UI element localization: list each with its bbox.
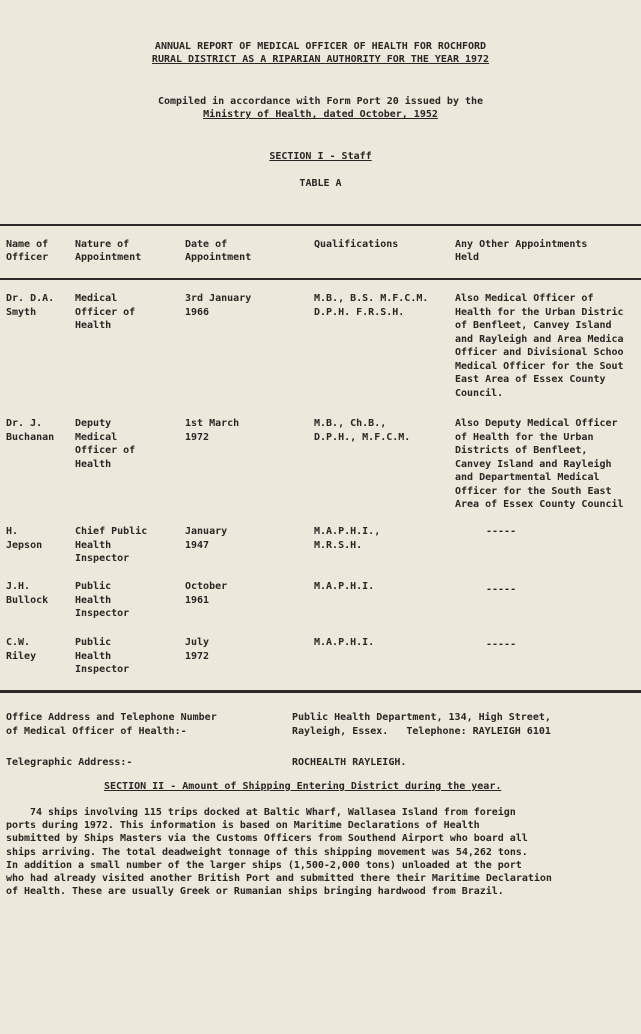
table-row-3-qualifications: M.A.P.H.I., M.R.S.H. [314,526,381,551]
shipping-paragraph-line: submitted by Ships Masters via the Customs Officers from Southend Airport who board all [6,833,528,845]
table-row-1-qualifications: M.B., B.S. M.F.C.M. D.P.H. F.R.S.H. [314,293,429,318]
table-row-4-name: J.H. Bullock [6,581,49,606]
column-header-name: Name of Officer [6,239,49,263]
shipping-paragraph-line: who had already visited another British Port and submitted there their Maritime Declaration [6,873,552,885]
table-top-rule [0,224,641,226]
column-header-date: Date of Appointment [185,239,252,263]
table-row-2-other: Also Deputy Medical Officer of Health for the Urban Districts of Benfleet, Canvey Island and Rayleigh and Departmental Medical Officer for the South East Area of Essex County Council [455,418,624,510]
compiled-note [0,95,641,121]
table-row-1-nature: Medical Officer of Health [75,293,136,331]
table-row-2-date: 1st March 1972 [185,418,240,443]
column-header-qualifications: Qualifications [314,239,399,250]
table-row-1-date: 3rd January 1966 [185,293,252,318]
compiled-note-line2: Ministry of Health, dated October, 1952 [203,109,438,120]
table-row-4-date: October 1961 [185,581,228,606]
table-row-4-other: ----- [486,584,517,595]
report-title-line1: ANNUAL REPORT OF MEDICAL OFFICER OF HEALTH FOR ROCHFORD [154,41,487,52]
table-row-2-nature: Deputy Medical Officer of Health [75,418,136,470]
table-header-rule [0,278,641,280]
table-row-5-other: ----- [486,639,517,650]
telegraphic-address-value: ROCHEALTH RAYLEIGH. [292,757,407,768]
table-row-3-name: H. Jepson [6,526,43,551]
table-row-5-nature: Public Health Inspector [75,637,130,675]
shipping-paragraph-line: ports during 1972. This information is based on Maritime Declarations of Health [6,820,480,832]
table-row-2-qualifications: M.B., Ch.B., D.P.H., M.F.C.M. [314,418,411,443]
compiled-note-line1: Compiled in accordance with Form Port 20 issued by the [157,96,484,107]
column-header-nature: Nature of Appointment [75,239,142,263]
shipping-paragraph-line: of Health. These are usually Greek or Rumanian ships bringing hardwood from Brazil. [6,886,504,898]
table-row-3-date: January 1947 [185,526,228,551]
shipping-paragraph-line: In addition a small number of the larger ships (1,500-2,000 tons) unloaded at the port [6,859,522,871]
shipping-paragraph-line: ships arriving. The total deadweight tonnage of this shipping movement was 54,262 tons. [6,846,528,858]
table-label: TABLE A [299,178,342,189]
table-row-5-qualifications: M.A.P.H.I. [314,637,375,648]
table-row-2-name: Dr. J. Buchanan [6,418,55,443]
section2-heading: SECTION II - Amount of Shipping Entering District during the year. [104,781,502,792]
report-title [0,40,641,66]
section1-heading: SECTION I - Staff [269,151,372,162]
table-bottom-rule [0,690,641,693]
office-address-value: Public Health Department, 134, High Street, Rayleigh, Essex. Telephone: RAYLEIGH 6101 [292,712,551,737]
table-row-1-other: Also Medical Officer of Health for the Urban Distric of Benfleet, Canvey Island and Rayleigh and Area Medica Officer and Divisional Schoo Medical Officer for the Sout East Area of Essex County Council. [455,293,624,399]
shipping-paragraph-line: 74 ships involving 115 trips docked at Baltic Wharf, Wallasea Island from foreign [6,807,516,818]
table-row-3-other: ----- [486,526,517,537]
telegraphic-address-label: Telegraphic Address:- [6,757,133,768]
column-header-other: Any Other Appointments Held [455,239,588,263]
table-row-4-qualifications: M.A.P.H.I. [314,581,375,592]
office-address-label: Office Address and Telephone Number of Medical Officer of Health:- [6,712,217,737]
table-row-1-name: Dr. D.A. Smyth [6,293,55,318]
shipping-paragraph [6,806,636,898]
table-row-5-name: C.W. Riley [6,637,37,662]
table-row-4-nature: Public Health Inspector [75,581,130,619]
report-title-line2: RURAL DISTRICT AS A RIPARIAN AUTHORITY FOR THE YEAR 1972 [151,54,490,65]
table-row-5-date: July 1972 [185,637,210,662]
table-row-3-nature: Chief Public Health Inspector [75,526,148,564]
